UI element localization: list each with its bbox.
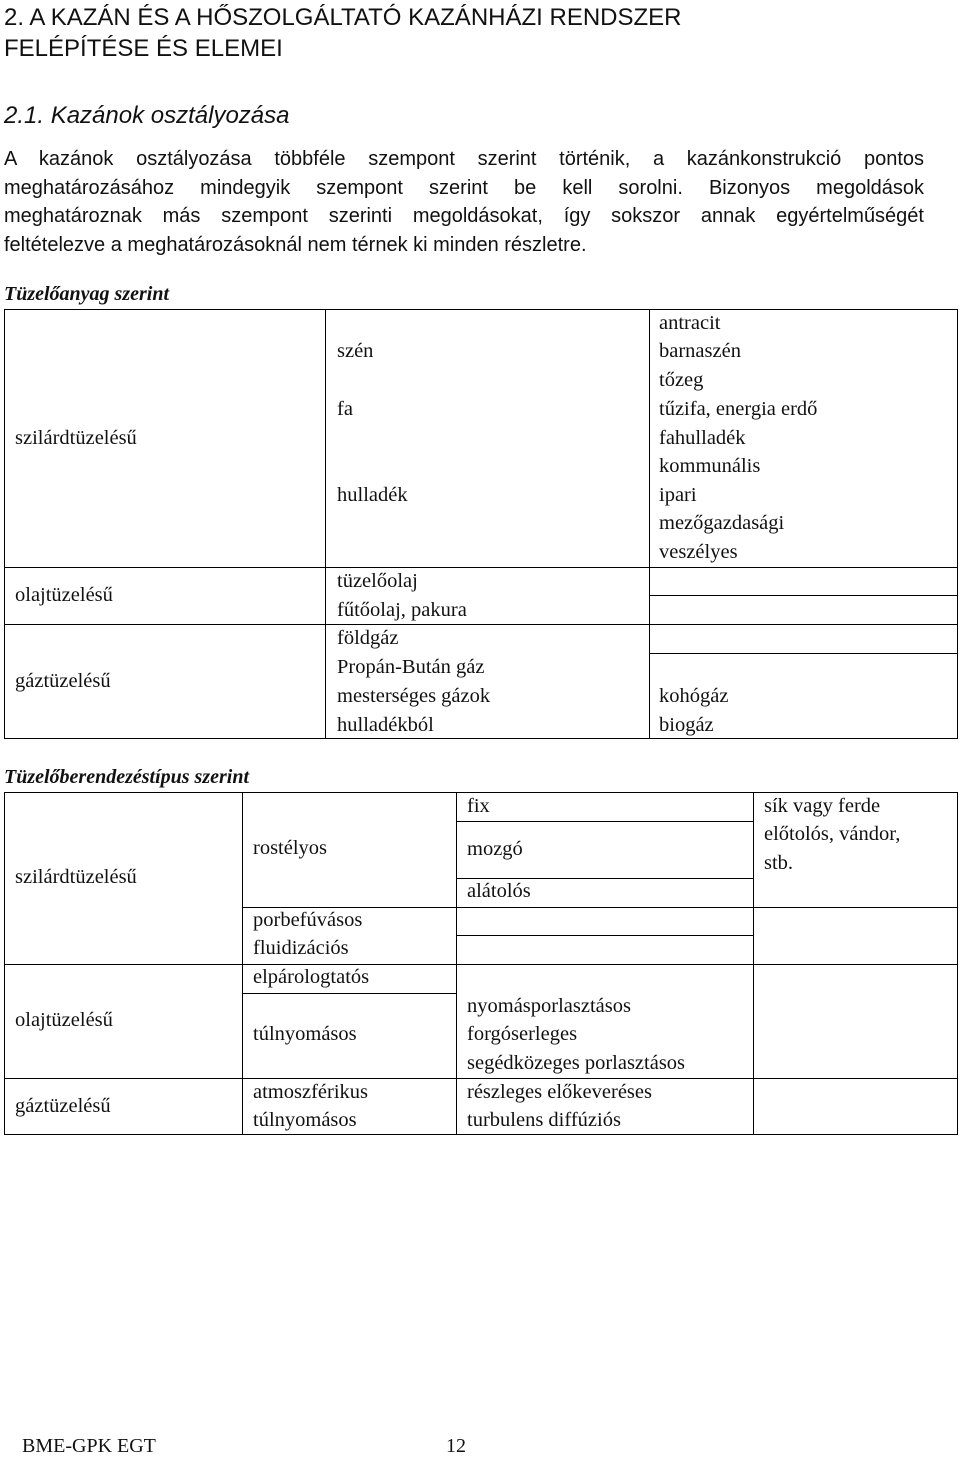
table1-cell: hulladék xyxy=(337,484,408,506)
table2-cell: gáztüzelésű xyxy=(15,1095,111,1117)
table2-cell: részleges előkeveréses xyxy=(467,1081,652,1103)
table1-cell: biogáz xyxy=(659,714,714,736)
intro-line: meghatároznak más szempont szerinti megoldásokat, így sokszor annak egyértelműségét xyxy=(4,205,924,227)
table2-cell: alátolós xyxy=(467,880,531,902)
table1-cell: szilárdtüzelésű xyxy=(15,427,137,449)
intro-line: feltételezve a meghatározásoknál nem térnek ki minden részletre. xyxy=(4,233,587,256)
table1-cell: veszélyes xyxy=(659,541,738,563)
table1-col-divider xyxy=(325,309,326,739)
footer-left-text: BME-GPK EGT xyxy=(22,1435,156,1457)
table2-cell: fluidizációs xyxy=(253,937,349,959)
table1-row-divider xyxy=(649,595,958,596)
table1-cell: fa xyxy=(337,398,353,420)
table1-cell: fűtőolaj, pakura xyxy=(337,599,467,621)
table2-cell: fix xyxy=(467,795,490,817)
table2-cell: sík vagy ferde xyxy=(764,795,881,817)
table1-cell: gáztüzelésű xyxy=(15,670,111,692)
table1-cell: ipari xyxy=(659,484,697,506)
chapter-title-line1: 2. A KAZÁN ÉS A HŐSZOLGÁLTATÓ KAZÁNHÁZI RENDSZER xyxy=(4,4,682,31)
table2-cell: mozgó xyxy=(467,838,523,860)
table1-heading: Tüzelőanyag szerint xyxy=(4,283,170,305)
table1-cell: Propán-Bután gáz xyxy=(337,656,485,678)
table1-row-divider xyxy=(4,624,958,625)
table1-cell: kohógáz xyxy=(659,685,729,707)
table1-row-divider xyxy=(649,653,958,654)
table2-cell: előtolós, vándor, xyxy=(764,823,901,845)
section-title: 2.1. Kazánok osztályozása xyxy=(4,102,290,129)
page-number: 12 xyxy=(446,1435,466,1457)
table2-cell: porbefúvásos xyxy=(253,909,363,931)
table2-row-divider xyxy=(456,821,753,822)
table2-cell: elpárologtatós xyxy=(253,966,370,988)
table2-cell: rostélyos xyxy=(253,837,328,859)
table2-cell: szilárdtüzelésű xyxy=(15,866,137,888)
table2-cell: atmoszférikus xyxy=(253,1081,368,1103)
table1-cell: mezőgazdasági xyxy=(659,512,785,534)
table1-cell: olajtüzelésű xyxy=(15,584,113,606)
table2-cell: túlnyomásos xyxy=(253,1023,357,1045)
table2-row-divider xyxy=(456,935,753,936)
table1-cell: földgáz xyxy=(337,627,399,649)
table2-cell: olajtüzelésű xyxy=(15,1009,113,1031)
intro-line: A kazánok osztályozása többféle szempont szerint történik, a kazánkonstrukció pontos xyxy=(4,148,924,170)
table1-cell: tüzelőolaj xyxy=(337,570,418,592)
table1-cell: szén xyxy=(337,340,374,362)
table1-cell: kommunális xyxy=(659,455,761,477)
table2-cell: segédközeges porlasztásos xyxy=(467,1052,686,1074)
table2-row-divider xyxy=(4,964,958,965)
table2-cell: turbulens diffúziós xyxy=(467,1109,621,1131)
chapter-title-line2: FELÉPÍTÉSE ÉS ELEMEI xyxy=(4,35,283,62)
table1-cell: hulladékból xyxy=(337,714,434,736)
table2-row-divider xyxy=(242,993,456,994)
chapter-title xyxy=(4,2,904,64)
table1-cell: tőzeg xyxy=(659,369,704,391)
table2-row-divider xyxy=(4,1078,958,1079)
table2-cell: forgóserleges xyxy=(467,1023,578,1045)
table1-row-divider xyxy=(4,567,958,568)
intro-line: meghatározásához mindegyik szempont szerint be kell sorolni. Bizonyos megoldások xyxy=(4,176,924,199)
table2-cell: nyomásporlasztásos xyxy=(467,995,631,1017)
table1-cell: fahulladék xyxy=(659,427,746,449)
table2-heading: Tüzelőberendezéstípus szerint xyxy=(4,766,250,788)
table2-cell: túlnyomásos xyxy=(253,1109,357,1131)
intro-paragraph xyxy=(4,145,924,259)
table1-cell: barnaszén xyxy=(659,340,741,362)
table1-cell: tűzifa, energia erdő xyxy=(659,398,818,420)
table1-cell: antracit xyxy=(659,312,721,334)
table1-col-divider xyxy=(649,309,650,739)
table2-cell: stb. xyxy=(764,852,794,874)
table1-cell: mesterséges gázok xyxy=(337,685,491,707)
